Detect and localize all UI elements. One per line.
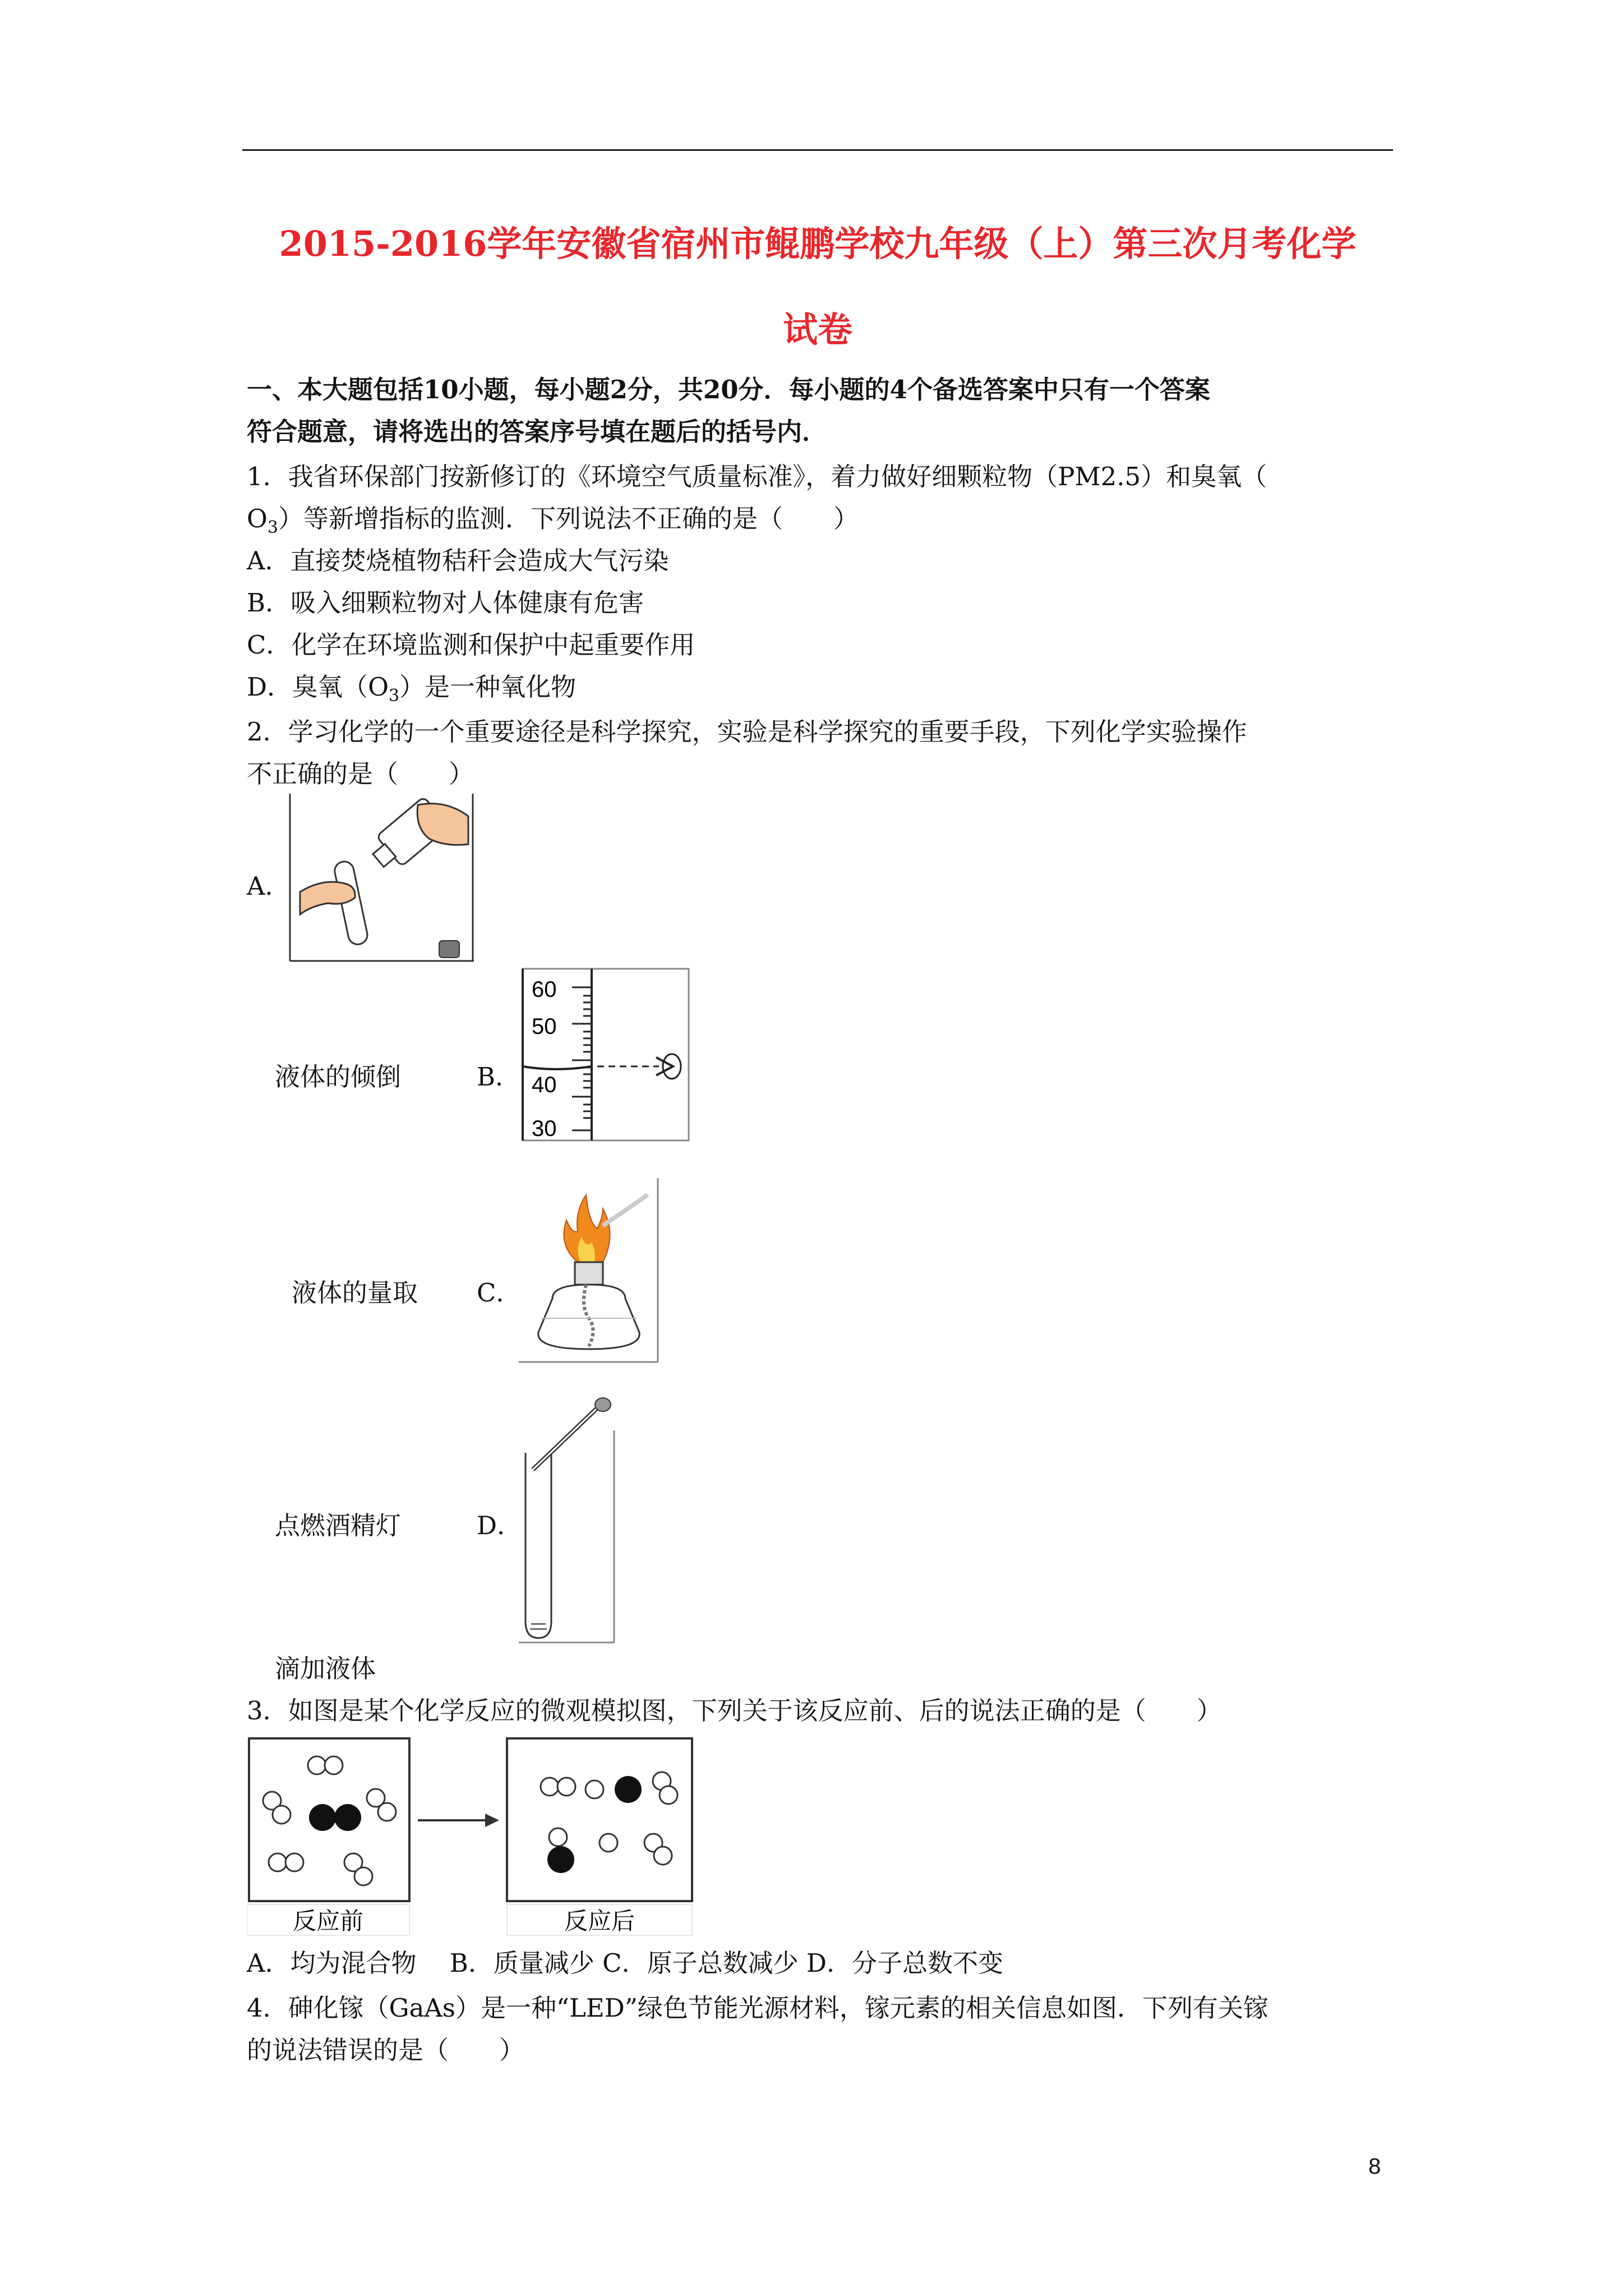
exam-title-line2: 试卷 <box>782 309 852 350</box>
q1-option-d: D．臭氧$(O_3)$是一种氧化物 <box>247 672 577 706</box>
cylinder-tick-50: 50 <box>532 1014 557 1039</box>
q2-option-b-letter: B． <box>477 1062 521 1092</box>
section1-instructions-line2: 符合题意，请将选出的答案序号填在题后的括号内． <box>247 417 828 447</box>
q1-option-a: A．直接焚烧植物秸秆会造成大气污染 <box>247 546 669 576</box>
q2-option-c-letter: C． <box>477 1278 522 1308</box>
section1-instructions-line1: 一、本大题包括10小题，每小题2分，共20分．每小题的4个备选答案中只有一个答案 <box>247 375 1210 404</box>
cylinder-tick-40: 40 <box>532 1073 557 1097</box>
q4-stem-line1: 4．砷化镓（GaAs）是一种“LED”绿色节能光源材料，镓元素的相关信息如图．下列有关镓 <box>247 1993 1269 2023</box>
liquid-pouring-figure <box>289 794 474 962</box>
alcohol-lamp-figure <box>519 1178 659 1363</box>
reaction-micro-model-figure <box>247 1736 695 1938</box>
q2-caption-c: 点燃酒精灯 <box>275 1511 402 1540</box>
q1-stem-line2: $O_3$）等新增指标的监测．下列说法不正确的是（ ） <box>247 504 859 537</box>
graduated-cylinder-figure <box>522 968 690 1142</box>
q2-caption-a: 液体的倾倒 <box>275 1062 402 1092</box>
q2-caption-b: 液体的量取 <box>292 1278 418 1308</box>
after-label: 反应后 <box>564 1907 635 1935</box>
q4-stem-line2: 的说法错误的是（ ） <box>247 2035 525 2065</box>
q1-option-c: C．化学在环境监测和保护中起重要作用 <box>247 630 695 660</box>
q3-options: A．均为混合物 B．质量减少 C．原子总数减少 D．分子总数不变 <box>247 1948 1003 1978</box>
q2-stem-line1: 2．学习化学的一个重要途径是科学探究，实验是科学探究的重要手段，下列化学实验操作 <box>247 717 1247 747</box>
cylinder-tick-30: 30 <box>532 1116 557 1141</box>
q2-stem-line2: 不正确的是（ ） <box>247 759 474 789</box>
q1-option-b: B．吸入细颗粒物对人体健康有危害 <box>247 588 644 618</box>
q1-stem-line1: 1．我省环保部门按新修订的《环境空气质量标准》，着力做好细颗粒物（PM2.5）和臭氧（ <box>247 462 1267 491</box>
dropper-test-tube-figure <box>519 1397 620 1644</box>
q2-option-d-letter: D． <box>477 1511 523 1540</box>
exam-title-line1: 2015-2016学年安徽省宿州市鲲鹏学校九年级（上）第三次月考化学 <box>279 223 1357 264</box>
cylinder-tick-60: 60 <box>532 977 557 1002</box>
q2-option-a-letter: A． <box>247 871 291 901</box>
q3-stem-line1: 3．如图是某个化学反应的微观模拟图，下列关于该反应前、后的说法正确的是（ ） <box>247 1696 1222 1726</box>
page-number: 8 <box>1368 2154 1381 2179</box>
q2-caption-d: 滴加液体 <box>275 1654 376 1683</box>
header-rule <box>242 149 1393 151</box>
before-label: 反应前 <box>292 1907 364 1935</box>
